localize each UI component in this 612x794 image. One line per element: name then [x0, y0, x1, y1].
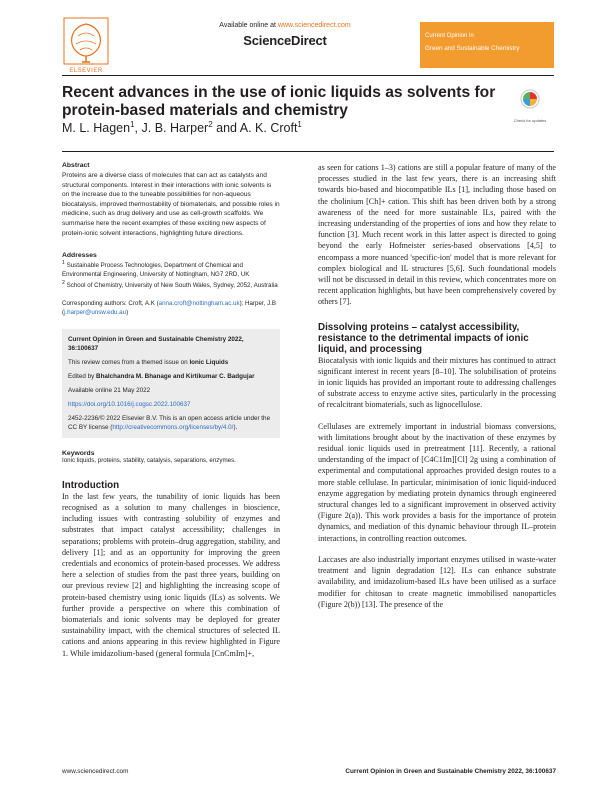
abstract-heading: Abstract: [62, 162, 90, 169]
header-rule: [62, 75, 554, 76]
address-1: $^1$ Sustainable Process Technologies, Department of Chemical and Environmental Engineering, University of Nottingham, NG7 2RD, UK: [62, 260, 250, 278]
article-title: Recent advances in the use of ionic liquids as solvents for protein-based materials and chemistry: [62, 84, 496, 119]
license-link[interactable]: http://creativecommons.org/licenses/by/4.0/: [112, 424, 234, 432]
keywords-heading: Keywords: [62, 450, 95, 458]
license-text: 2452-2236/© 2022 Elsevier B.V. This is an open access article under the CC BY license (http://creativecommons.org/licenses/by/4.0/).: [68, 415, 271, 432]
left-column: [62, 162, 280, 659]
badge-label: Check for updates: [513, 118, 547, 123]
paragraph-cations: as seen for cations 1–3) cations are still a popular feature of many of the processes studied in the last few years, there is an increasing shift towards bio-based and biocompatible ILs [1], including those based on the cholinium [Ch]+ cation. This shift has been driven both by a strong awareness of the need for more sustainable ILs, paired with the increasing understanding of the properties of ions and how they relate to function [3]. Much recent work in this latter aspect is directed to going beyond the early Hofmeister series-based observations [4,5] to encompass a more nuanced 'specific-ion' model that is more relevant for complex biological and IL structures [5,6]. Such foundational models will not be discussed in detail in this review, which concentrates more on recent application highlights, but have been comprehensively covered by others [7].: [318, 163, 556, 307]
sciencedirect-link[interactable]: www.sciencedirect.com: [277, 22, 351, 29]
available-date: Available online 21 May 2022: [68, 387, 151, 395]
publisher-name: ELSEVIER: [69, 68, 103, 74]
title-rule: [62, 151, 554, 152]
journal-banner-line1: Current Opinion in: [425, 33, 474, 39]
paragraph-biocatalysis: Biocatalysis with ionic liquids and their mixtures has continued to attract significant interest in recent years [8–10]. The solubilisation of proteins in ionic liquids has provided an important route to addressing challenges of substrate access to enzyme active sites, particularly in the processing of recalcitrant biomaterials, such as lignocellulose.: [318, 355, 556, 410]
check-for-updates-badge[interactable]: [512, 88, 548, 122]
corresponding-authors: Corresponding authors: Croft, A.K (anna.croft@nottingham.ac.uk); Harper, J.B (j.harper@unsw.edu.au): [62, 300, 277, 316]
check-updates-icon: [512, 88, 548, 122]
author-3[interactable]: A. K. Croft: [239, 121, 298, 136]
author-1[interactable]: M. L. Hagen: [62, 121, 131, 136]
introduction-paragraph: In the last few years, the tunability of ionic liquids has been recognised as a solution to many challenges in bioscience, including issues with contrasting solubility of enzymes and substrates that impact catalyst accessibility; challenges in separations; problems with protein–drug aggregation, stability, and delivery [1]; and as an opportunity for improving the green credentials and economics of protein-based processes. We address here a selection of studies from the past three years, building on our previous review [2] and highlighting the increasing scope of protein-based chemistry using ionic liquids (ILs) as solvents. We further provide a perspective on where this combination of biomaterials and ionic solvents may be deployed for greater sustainability impact, with the chemical structures of selected IL cations and anions appearing in this review highlighted in Figure 1. While imidazolium-based (general formula [CnCmIm]+,: [62, 491, 280, 658]
footer-url[interactable]: www.sciencedirect.com: [62, 768, 129, 775]
authors-line: M. L. Hagen$^1$, J. B. Harper$^2$ and A. K. Croft$^1$: [62, 120, 302, 136]
paragraph-cellulases: Cellulases are extremely important in industrial biomass conversions, with limitations brought about by the inactivation of these enzymes by residual ionic liquids used in pretreatment [11]. Recently, a rational understanding of the impact of [C4C1Im][Cl] 2g using a combination of experimental and computational approaches provided design routes to a more stable cellulase. In particular, minimisation of ionic liquid-induced enzyme aggregation by mediating protein dynamics through engineered structural changes led to a significant improvement in observed activity (Figure 2(a)). This work provides a basis for the importance of protein dynamics, and mediation of this dynamic behaviour through IL–protein interactions, in controlling reaction outcomes.: [318, 421, 556, 543]
keywords-text: Ionic liquids, proteins, stability, catalysis, separations, enzymes.: [62, 457, 236, 465]
abstract-text: Proteins are a diverse class of molecules that can act as catalysts and structural components. Interest in their interactions with ionic solvents is on the increase due to the tuneable possibilities for non-aqueous biocatalysis, improved thermostability of biomaterials, and possible roles in medicine, such as drug delivery and use as cell-growth scaffolds. We summarise here the recent examples of these exciting new aspects of protein-ionic solvent interactions, highlighting future directions.: [62, 172, 280, 237]
doi-link[interactable]: https://doi.org/10.1016/j.cogsc.2022.100637: [68, 401, 191, 409]
addresses-heading: Addresses: [62, 252, 97, 260]
sciencedirect-brand: ScienceDirect: [243, 33, 327, 48]
article-info-box: [62, 329, 280, 438]
section-heading-dissolving-proteins: Dissolving proteins – catalyst accessibility, resistance to the detrimental impacts of ionic liquid, and processing: [318, 321, 529, 355]
header-center: [150, 22, 420, 48]
email-link-harper[interactable]: j.harper@unsw.edu.au: [64, 308, 127, 316]
author-2[interactable]: J. B. Harper: [141, 121, 209, 136]
journal-banner: [420, 22, 554, 68]
paragraph-laccases: Laccases are also industrially important enzymes utilised in waste-water treatment and lignin degradation [12]. ILs can enhance substrate availability, and imidazolium-based ILs have been utilised as a surface modifier for chitosan to create magnetic immobilised nanoparticles (Figure 2(b)) [13]. The presence of the: [318, 554, 556, 609]
right-column: [318, 162, 556, 610]
availability-line: Available online at www.sciencedirect.com: [219, 22, 351, 29]
themed-issue: This review comes from a themed issue on Ionic Liquids: [68, 359, 229, 367]
elsevier-tree-logo: [62, 16, 110, 72]
editors: Edited by Bhalchandra M. Bhanage and Kirtikumar C. Badgujar: [68, 373, 255, 381]
footer-citation: Current Opinion in Green and Sustainable Chemistry 2022, 36:100637: [345, 768, 556, 775]
introduction-heading: Introduction: [62, 479, 120, 491]
address-2: $^2$ School of Chemistry, University of New South Wales, Sydney, 2052, Australia: [62, 280, 278, 290]
journal-banner-line2: Green and Sustainable Chemistry: [425, 45, 520, 52]
journal-citation: Current Opinion in Green and Sustainable Chemistry 2022, 36:100637: [68, 336, 244, 353]
email-link-croft[interactable]: anna.croft@nottingham.ac.uk: [158, 300, 240, 308]
